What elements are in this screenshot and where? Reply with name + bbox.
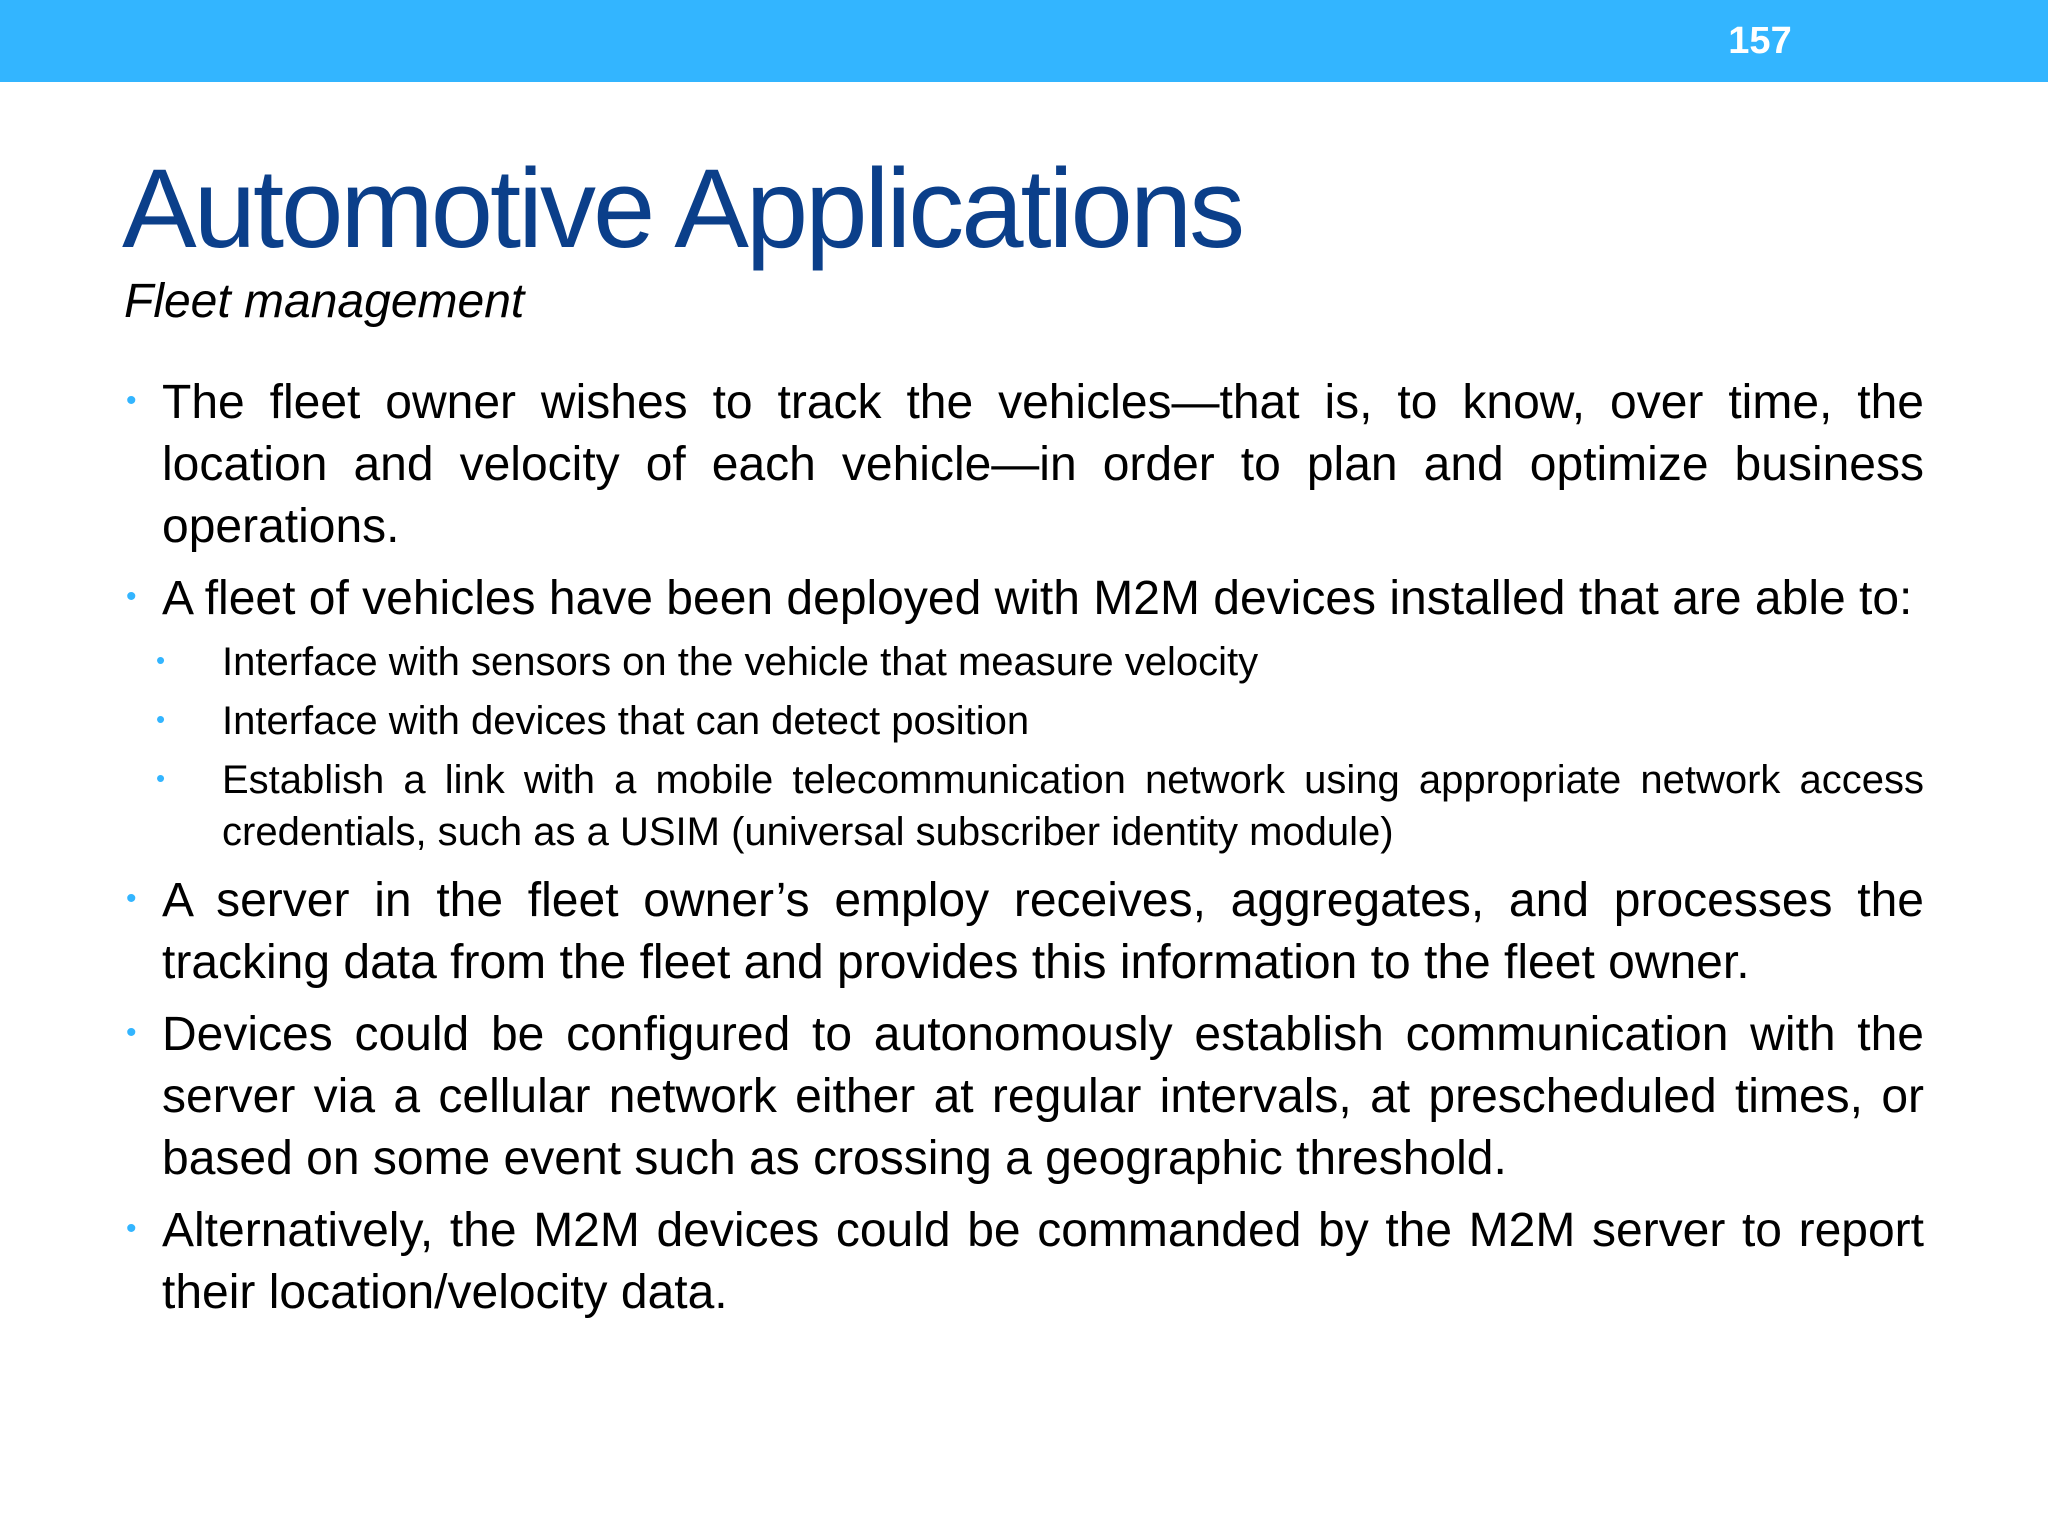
bullet-dot-icon: • (126, 882, 137, 915)
bullet-text: Alternatively, the M2M devices could be commanded by the M2M server to report their location/velocity data. (162, 1204, 1924, 1319)
bullet-list (112, 372, 1924, 1334)
sub-bullet-item (112, 695, 1924, 747)
bullet-item (112, 568, 1924, 630)
bullet-item (112, 870, 1924, 994)
bullet-item (112, 372, 1924, 558)
bullet-dot-icon: • (126, 384, 137, 417)
bullet-text: Devices could be configured to autonomously establish communication with the server via a cellular network either at regular intervals, at prescheduled times, or based on some event such as crossing a geographic threshold. (162, 1008, 1924, 1185)
slide-title: Automotive Applications (122, 146, 1243, 271)
sub-bullet-item (112, 754, 1924, 858)
bullet-text: A server in the fleet owner’s employ receives, aggregates, and processes the tracking data from the fleet and provides this information to the fleet owner. (162, 874, 1924, 989)
sub-bullet-dot-icon: • (156, 763, 166, 793)
bullet-text: The fleet owner wishes to track the vehicles—that is, to know, over time, the location and velocity of each vehicle—in order to plan and optimize business operations. (162, 376, 1924, 553)
bullet-text: A fleet of vehicles have been deployed with M2M devices installed that are able to: (162, 572, 1913, 625)
bullet-item (112, 1004, 1924, 1190)
sub-bullet-text: Interface with devices that can detect position (222, 699, 1030, 743)
bullet-item (112, 1200, 1924, 1324)
bullet-dot-icon: • (126, 1212, 137, 1245)
sub-bullet-item (112, 636, 1924, 688)
sub-bullet-text: Establish a link with a mobile telecommunication network using appropriate network access credentials, such as a USIM (universal subscriber identity module) (222, 758, 1924, 854)
sub-bullet-list (112, 636, 1924, 858)
header-bar (0, 0, 2048, 82)
slide-subtitle: Fleet management (124, 275, 525, 328)
slide-number: 157 (1728, 20, 1792, 62)
bullet-dot-icon: • (126, 1016, 137, 1049)
sub-bullet-text: Interface with sensors on the vehicle that measure velocity (222, 640, 1259, 684)
sub-bullet-dot-icon: • (156, 645, 166, 675)
sub-bullet-dot-icon: • (156, 704, 166, 734)
bullet-dot-icon: • (126, 580, 137, 613)
